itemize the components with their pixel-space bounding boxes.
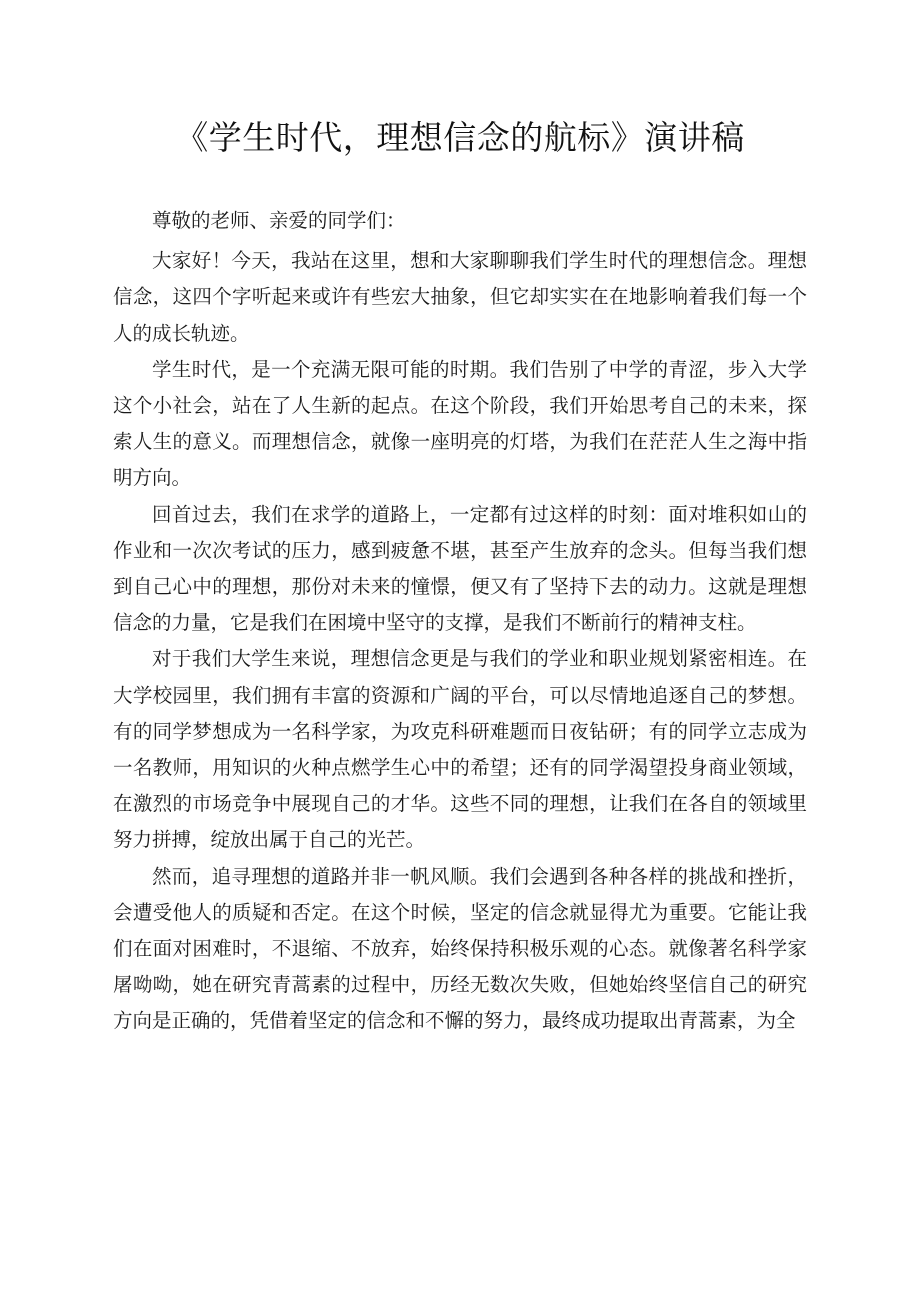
paragraph: 大家好！今天，我站在这里，想和大家聊聊我们学生时代的理想信念。理想信念，这四个字听起来或许有些宏大抽象，但它却实实在在地影响着我们每一个人的成长轨迹。	[113, 249, 807, 345]
paragraph: 学生时代，是一个充满无限可能的时期。我们告别了中学的青涩，步入大学这个小社会，站在了人生新的起点。在这个阶段，我们开始思考自己的未来，探索人生的意义。而理想信念，就像一座明亮的灯塔，为我们在茫茫人生之海中指明方向。	[113, 357, 807, 490]
paragraph: 对于我们大学生来说，理想信念更是与我们的学业和职业规划紧密相连。在大学校园里，我们拥有丰富的资源和广阔的平台，可以尽情地追逐自己的梦想。有的同学梦想成为一名科学家，为攻克科研难题而日夜钻研；有的同学立志成为一名教师，用知识的火种点燃学生心中的希望；还有的同学渴望投身商业领域，在激烈的市场竞争中展现自己的才华。这些不同的理想，让我们在各自的领域里努力拼搏，绽放出属于自己的光芒。	[113, 647, 807, 852]
salutation: 尊敬的老师、亲爱的同学们：	[152, 209, 406, 232]
document-title: 《学生时代，理想信念的航标》演讲稿	[175, 118, 745, 157]
paragraph: 然而，追寻理想的道路并非一帆风顺。我们会遇到各种各样的挑战和挫折，会遭受他人的质疑和否定。在这个时候，坚定的信念就显得尤为重要。它能让我们在面对困难时，不退缩、不放弃，始终保持积极乐观的心态。就像著名科学家屠呦呦，她在研究青蒿素的过程中，历经无数次失败，但她始终坚信自己的研究方向是正确的，凭借着坚定的信念和不懈的努力，最终成功提取出青蒿素，为全	[113, 864, 807, 1033]
speech-body	[113, 203, 807, 1040]
paragraph: 回首过去，我们在求学的道路上，一定都有过这样的时刻：面对堆积如山的作业和一次次考试的压力，感到疲惫不堪，甚至产生放弃的念头。但每当我们想到自己心中的理想，那份对未来的憧憬，便又有了坚持下去的动力。这就是理想信念的力量，它是我们在困境中坚守的支撑，是我们不断前行的精神支柱。	[113, 502, 807, 635]
